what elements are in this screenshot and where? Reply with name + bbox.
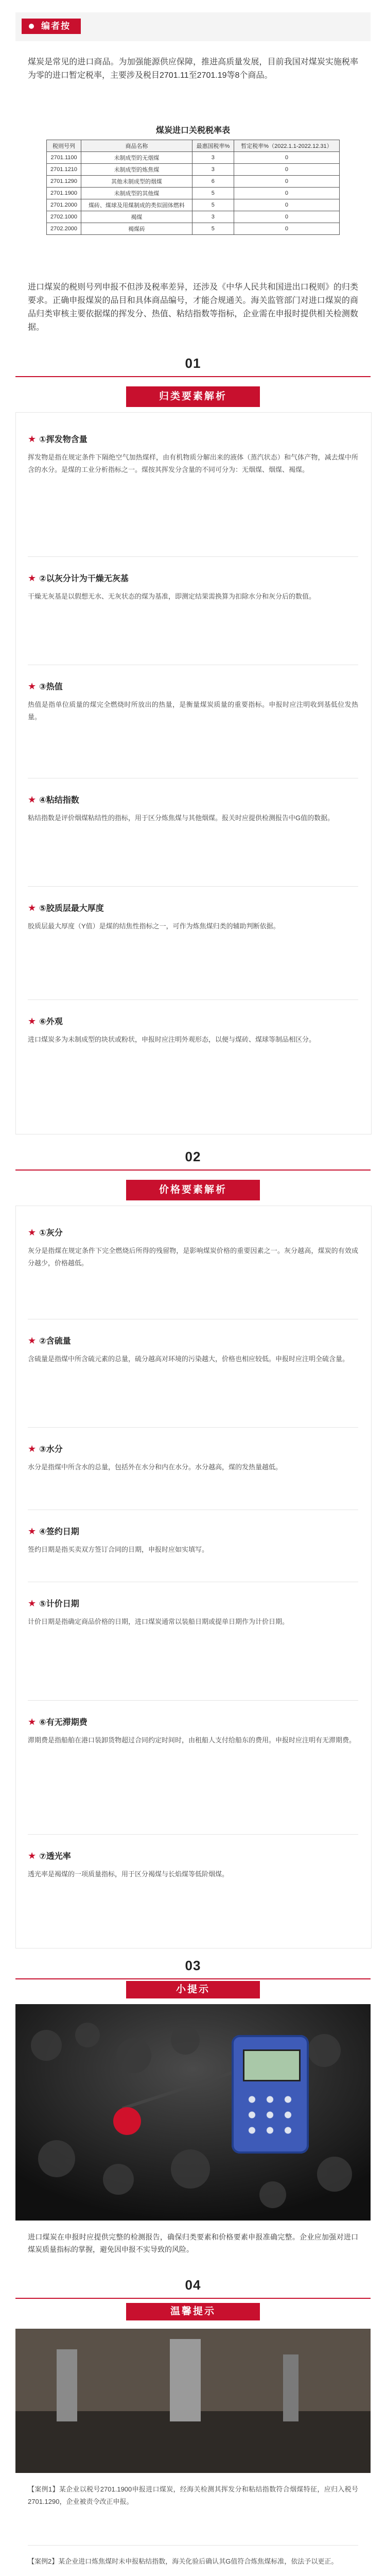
section-number: 02 (185, 1149, 201, 1164)
tariff-table-title: 煤炭进口关税税率表 (155, 126, 230, 135)
table-cell: 褐煤 (81, 211, 192, 223)
item-title: ★ ⑥有无滞期费 (28, 1717, 87, 1727)
table-cell: 0 (234, 164, 339, 176)
divider (28, 1834, 358, 1835)
case-1-text: 【案例1】某企业以税号2701.1900申报进口煤炭，经海关检测其挥发分和粘结指数符合烟煤特征，应归入税号2701.1290，企业被责令改正申报。 (28, 2485, 358, 2505)
table-row (47, 176, 340, 188)
section-number: 03 (185, 1958, 201, 1973)
table-cell: 未制成型的炼焦煤 (81, 164, 192, 176)
table-cell: 0 (234, 211, 339, 223)
item-text: 含硫量是指煤中所含硫元素的总量，硫分越高对环境的污染越大，价格也相应较低。申报时应注明全硫含量。 (28, 1355, 349, 1363)
item-text: 进口煤炭多为未制成型的块状或粉状，申报时应注明外观形态，以便与煤砖、煤球等制品相区分。 (28, 1036, 316, 1043)
divider (28, 886, 358, 887)
table-row (47, 188, 340, 199)
coal-mine-photo (15, 2329, 371, 2473)
moisture-meter-device (232, 2035, 309, 2154)
item-text: 计价日期是指确定商品价格的日期，进口煤炭通常以装船日期或提单日期作为计价日期。 (28, 1618, 289, 1625)
item-title: ★ ③水分 (28, 1444, 63, 1454)
bullet-dot-icon (29, 24, 34, 29)
intro-paragraph-1: 煤炭是常见的进口商品。为加强能源供应保障，推进高质量发展，目前我国对煤炭实施税率为零的进口暂定税率，主要涉及税目2701.11至2701.19等8个商品。 (28, 58, 358, 80)
section-divider-2 (15, 1149, 371, 1165)
item-title: ★ ④签约日期 (28, 1526, 79, 1536)
table-cell: 5 (192, 188, 234, 199)
item-title: ★ ⑥外观 (28, 1016, 63, 1026)
table-cell: 0 (234, 223, 339, 235)
coal-pile-image (15, 2004, 371, 2221)
item-text: 滞期费是指船舶在港口装卸货物超过合同约定时间时，由租船人支付给船东的费用。申报时应注明有无滞期费。 (28, 1736, 356, 1744)
table-cell: 煤砖、煤球及用煤制成的类似固体燃料 (81, 199, 192, 211)
tariff-table (46, 140, 340, 235)
divider (28, 556, 358, 557)
table-cell: 0 (234, 199, 339, 211)
item-text: 胶质层最大厚度（Y值）是煤的结焦性指标之一，可作为炼焦煤归类的辅助判断依据。 (28, 922, 280, 930)
meter-screen (243, 2049, 301, 2081)
item-text: 水分是指煤中所含水的总量，包括外在水分和内在水分。水分越高，煤的发热量越低。 (28, 1463, 283, 1471)
section-heading-1: 归类要素解析 (126, 386, 260, 407)
section-number: 01 (185, 355, 201, 371)
table-header-cell: 商品名称 (81, 140, 192, 152)
tariff-table-block (46, 124, 340, 235)
divider-line (15, 1978, 371, 1979)
meter-keypad (243, 2092, 297, 2138)
table-row (47, 211, 340, 223)
editor-note-label: 编者按 (41, 21, 71, 31)
intro-paragraph-2: 进口煤炭的税则号列申报不但涉及税率差异，还涉及《中华人民共和国进出口税则》的归类要求。正确申报煤炭的品目和具体商品编号，才能合规通关。海关监管部门对进口煤炭的商品归类审核主要依据煤的挥发分、热值、粘结指数等指标，企业需在申报时提供相关检测数据。 (28, 283, 358, 332)
editor-note-tag (22, 19, 81, 34)
table-cell: 5 (192, 199, 234, 211)
section-divider-1 (15, 355, 371, 371)
case-2-text: 【案例2】某企业进口炼焦煤时未申报粘结指数，海关化验后确认其G值符合炼焦煤标准，依法予以更正。 (28, 2557, 338, 2565)
table-cell: 未制成型的无烟煤 (81, 152, 192, 164)
table-cell: 2701.1900 (47, 188, 81, 199)
table-header-cell: 税则号列 (47, 140, 81, 152)
item-text: 签约日期是指买卖双方签订合同的日期，申报时应如实填写。 (28, 1546, 209, 1553)
section-2-box (15, 1206, 372, 1948)
probe-head (113, 2107, 141, 2135)
table-cell: 6 (192, 176, 234, 188)
table-cell: 未制成型的其他煤 (81, 188, 192, 199)
divider (28, 2545, 358, 2546)
item-text: 灰分是指煤在规定条件下完全燃烧后所得的残留物，是影响煤炭价格的重要因素之一。灰分越高，煤炭的有效成分越少，价格越低。 (28, 1247, 358, 1267)
item-text: 热值是指单位质量的煤完全燃烧时所放出的热量，是衡量煤炭质量的重要指标。申报时应注明收到基低位发热量。 (28, 701, 358, 721)
section-divider-4 (15, 2277, 371, 2293)
item-title: ★ ②以灰分计为干燥无灰基 (28, 573, 129, 583)
divider (28, 1700, 358, 1701)
divider-line (15, 1170, 371, 1171)
table-cell: 0 (234, 188, 339, 199)
table-row (47, 199, 340, 211)
item-text: 干燥无灰基是以假想无水、无灰状态的煤为基准，即测定结果需换算为扣除水分和灰分后的数值。 (28, 592, 316, 600)
table-header-cell: 暂定税率%（2022.1.1-2022.12.31） (234, 140, 339, 152)
table-cell: 2701.1290 (47, 176, 81, 188)
table-cell: 2701.1100 (47, 152, 81, 164)
table-cell: 3 (192, 211, 234, 223)
editor-note-banner (15, 12, 371, 41)
table-cell: 2701.1210 (47, 164, 81, 176)
item-title: ★ ⑦透光率 (28, 1851, 71, 1861)
table-cell: 其他未制成型的烟煤 (81, 176, 192, 188)
section-1-box (15, 412, 372, 1134)
table-cell: 5 (192, 223, 234, 235)
item-title: ★ ④粘结指数 (28, 794, 79, 805)
table-header-cell: 最惠国税率% (192, 140, 234, 152)
table-row (47, 152, 340, 164)
divider-line (15, 376, 371, 377)
section-heading-3: 小提示 (126, 1981, 260, 1998)
item-title: ★ ⑤胶质层最大厚度 (28, 903, 104, 913)
divider-line (15, 2298, 371, 2299)
table-cell: 2702.2000 (47, 223, 81, 235)
tip-text: 进口煤炭在申报时应提供完整的检测报告，确保归类要素和价格要素申报准确完整。企业应加强对进口煤炭质量指标的掌握，避免因申报不实导致的风险。 (28, 2233, 358, 2253)
item-title: ★ ②含硫量 (28, 1335, 71, 1346)
section-divider-3 (15, 1958, 371, 1974)
item-title: ★ ③热值 (28, 681, 63, 691)
table-row (47, 223, 340, 235)
table-cell: 褐煤砖 (81, 223, 192, 235)
item-text: 透光率是褐煤的一项质量指标，用于区分褐煤与长焰煤等低阶烟煤。 (28, 1870, 229, 1878)
table-row (47, 164, 340, 176)
table-cell: 0 (234, 152, 339, 164)
divider (28, 999, 358, 1000)
section-number: 04 (185, 2277, 201, 2293)
divider (28, 1427, 358, 1428)
section-heading-4: 温馨提示 (126, 2303, 260, 2320)
table-cell: 2702.1000 (47, 211, 81, 223)
item-text: 挥发物是指在规定条件下隔绝空气加热煤样，由有机物质分解出来的液体（蒸汽状态）和气体产物，减去煤中所含的水分。是煤的工业分析指标之一。煤按其挥发分含量的不同可分为：无烟煤、烟煤、褐煤。 (28, 453, 358, 473)
table-cell: 3 (192, 164, 234, 176)
item-title: ★ ⑤计价日期 (28, 1598, 79, 1608)
item-title: ★ ①挥发物含量 (28, 434, 87, 444)
table-cell: 3 (192, 152, 234, 164)
table-header-row (47, 140, 340, 152)
item-title: ★ ①灰分 (28, 1227, 63, 1238)
table-cell: 2701.2000 (47, 199, 81, 211)
table-cell: 0 (234, 176, 339, 188)
section-heading-2: 价格要素解析 (126, 1180, 260, 1200)
item-text: 粘结指数是评价烟煤粘结性的指标，用于区分炼焦煤与其他烟煤。报关时应提供检测报告中G值的数据。 (28, 814, 335, 822)
coal-mine-image (15, 2329, 371, 2473)
coal-moisture-meter-photo (15, 2004, 371, 2221)
